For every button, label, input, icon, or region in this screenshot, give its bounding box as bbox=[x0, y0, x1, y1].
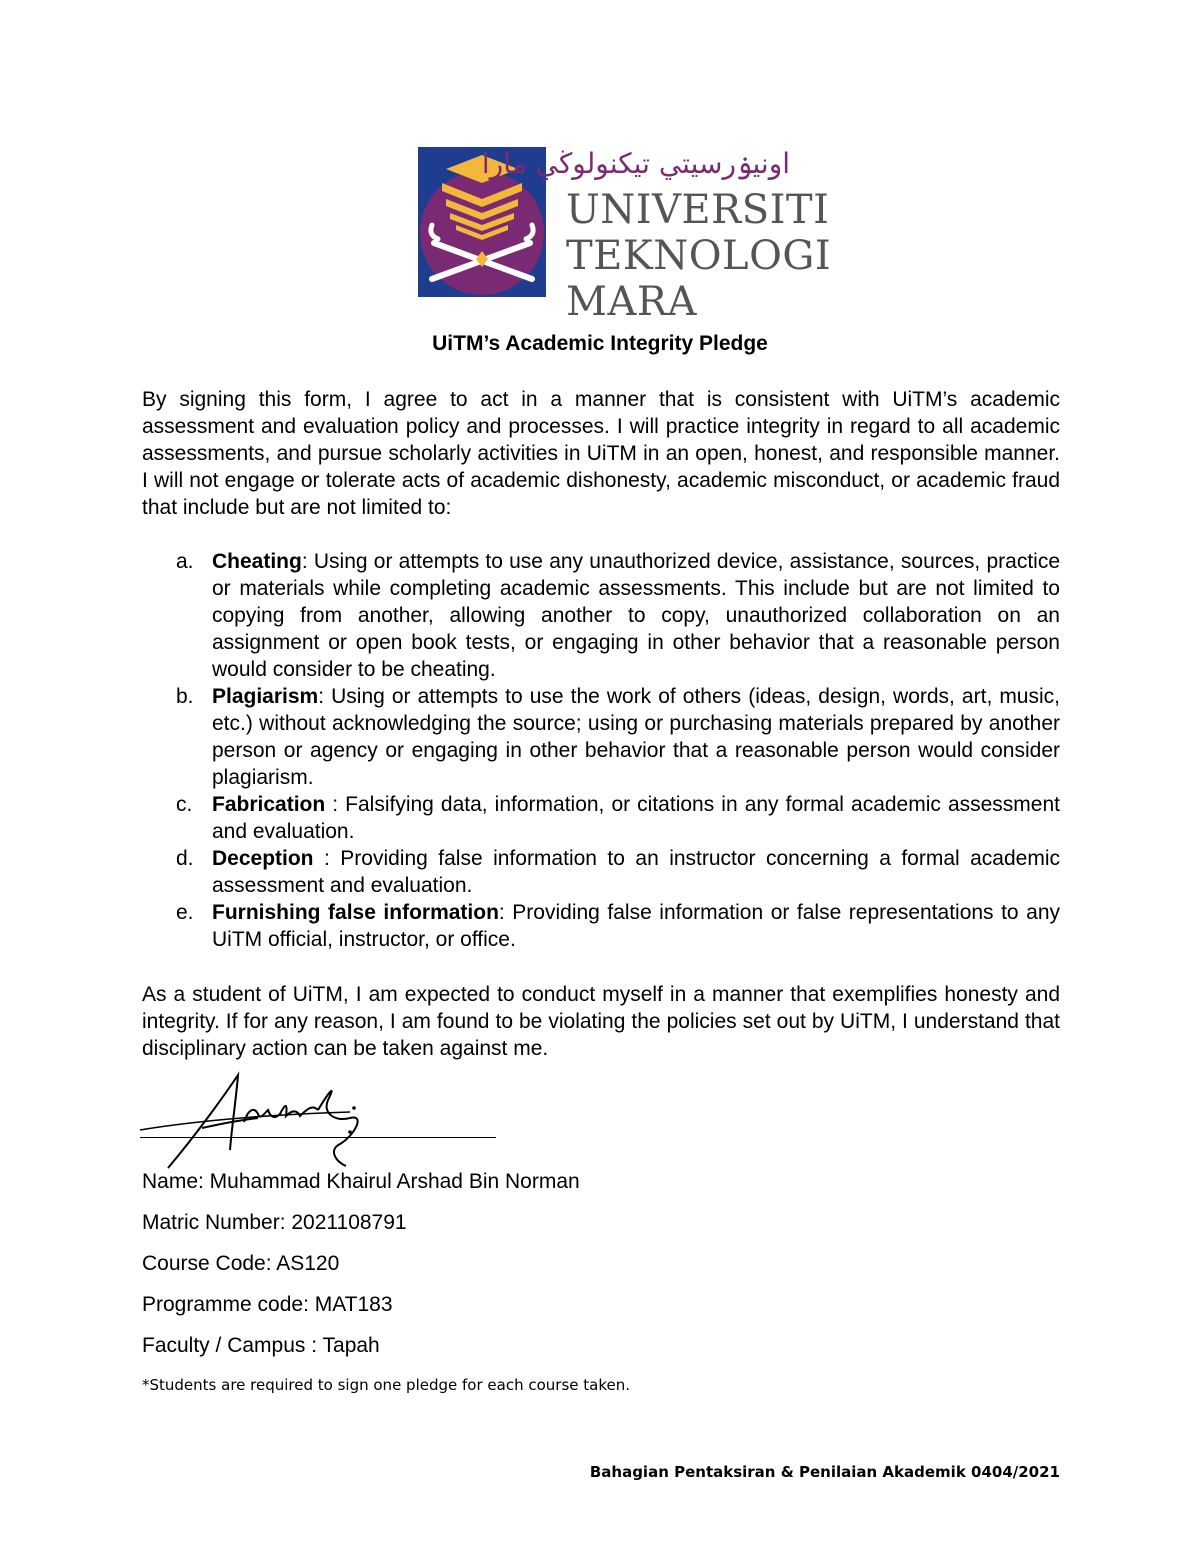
list-sep: : bbox=[325, 793, 339, 816]
list-text: Falsifying data, information, or citations in any formal academic assessment and evaluation. bbox=[212, 793, 1060, 843]
list-item bbox=[142, 899, 1060, 953]
list-term: Deception bbox=[212, 847, 314, 870]
footer-reference: Bahagian Pentaksiran & Penilaian Akademik 0404/2021 bbox=[589, 1463, 1060, 1481]
signature-line bbox=[140, 1137, 496, 1138]
list-text: Providing false information to an instructor concerning a formal academic assessment and evaluation. bbox=[212, 847, 1061, 897]
matric-number: Matric Number: 2021108791 bbox=[142, 1211, 407, 1234]
student-name: Name: Muhammad Khairul Arshad Bin Norman bbox=[142, 1170, 580, 1193]
list-term: Fabrication bbox=[212, 793, 326, 816]
list-term: Plagiarism bbox=[212, 685, 319, 708]
list-item bbox=[142, 548, 1060, 683]
list-sep: : bbox=[301, 550, 308, 573]
signature bbox=[140, 1070, 500, 1170]
course-code: Course Code: AS120 bbox=[142, 1252, 340, 1275]
signing-note: *Students are required to sign one pledge for each course taken. bbox=[142, 1376, 630, 1394]
list-text: Providing false information or false representations to any UiTM official, instructor, or office. bbox=[212, 901, 1060, 951]
faculty-campus: Faculty / Campus : Tapah bbox=[142, 1334, 380, 1357]
list-sep: : bbox=[313, 847, 330, 870]
list-text: Using or attempts to use any unauthorized device, assistance, sources, practice or materials while completing academic assessments. This include but are not limited to copying from another, allowing another to copy, unauthorized collaboration on an assignment or open book tests, or engaging in other behavior that a reasonable person would consider to be cheating. bbox=[212, 550, 1060, 681]
list-marker: a. bbox=[176, 550, 194, 573]
list-text: Using or attempts to use the work of others (ideas, design, words, art, music, etc.) without acknowledging the source; using or purchasing materials prepared by another person or agency or engaging in other behavior that a reasonable person would consider plagiarism. bbox=[212, 685, 1060, 789]
list-marker: b. bbox=[176, 685, 194, 708]
list-term: Cheating bbox=[212, 550, 302, 573]
list-term: Furnishing false information bbox=[212, 901, 499, 924]
uitm-logo bbox=[418, 147, 832, 325]
programme-code: Programme code: MAT183 bbox=[142, 1293, 393, 1316]
list-sep: : bbox=[498, 901, 505, 924]
intro-paragraph: By signing this form, I agree to act in a manner that is consistent with UiTM’s academic assessment and evaluation policy and processes. I will practice integrity in regard to all academic assessments, and pursue scholarly activities in UiTM in an open, honest, and responsible manner. I will not engage or tolerate acts of academic dishonesty, academic misconduct, or academic fraud that include but are not limited to: bbox=[142, 388, 1060, 519]
list-marker: d. bbox=[176, 847, 194, 870]
logo-line-universiti: UNIVERSITI bbox=[566, 187, 830, 233]
list-item bbox=[142, 683, 1060, 791]
list-item bbox=[142, 845, 1060, 899]
list-sep: : bbox=[318, 685, 325, 708]
list-marker: e. bbox=[176, 901, 194, 924]
logo-line-teknologi: TEKNOLOGI bbox=[566, 233, 832, 279]
misconduct-list bbox=[142, 548, 1060, 953]
logo-line-mara: MARA bbox=[566, 279, 697, 325]
page-title: UiTM’s Academic Integrity Pledge bbox=[432, 332, 768, 355]
logo-arabic-text: اونيۏرسيتي تيكنولوڬي مارا bbox=[481, 147, 790, 180]
list-item bbox=[142, 791, 1060, 845]
closing-paragraph: As a student of UiTM, I am expected to conduct myself in a manner that exemplifies honesty and integrity. If for any reason, I am found to be violating the policies set out by UiTM, I understand that disciplinary action can be taken against me. bbox=[142, 983, 1060, 1060]
logo-wordmark bbox=[566, 187, 831, 325]
list-marker: c. bbox=[176, 793, 193, 816]
